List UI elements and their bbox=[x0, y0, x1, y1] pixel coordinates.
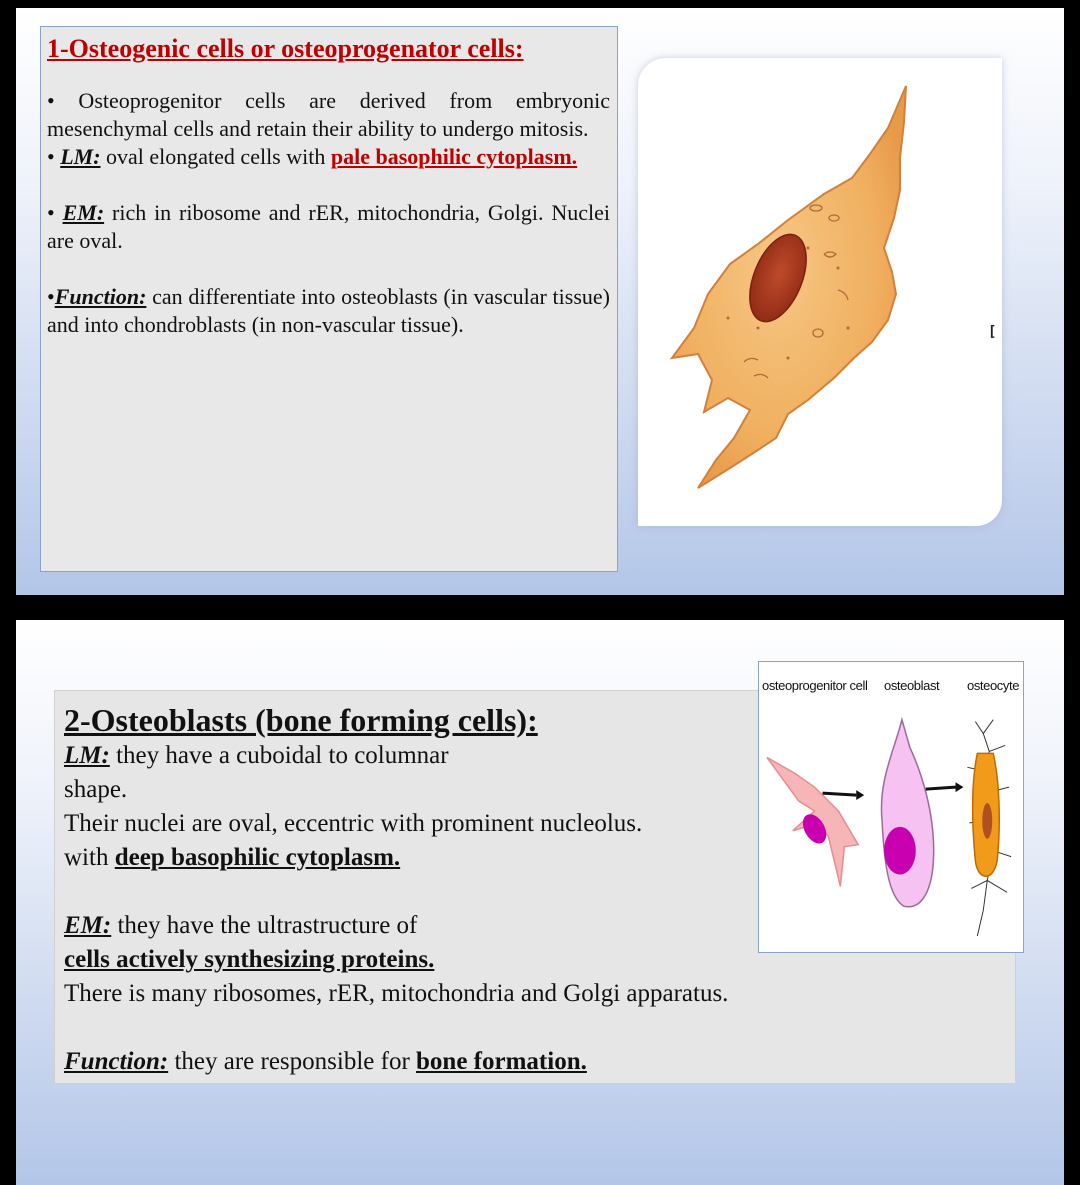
label-osteocyte: osteocyte bbox=[967, 678, 1020, 693]
paragraph-lm: • LM: oval elongated cells with pale basophilic cytoplasm. bbox=[47, 144, 578, 169]
label-osteoprogenitor: osteoprogenitor cell bbox=[762, 678, 868, 693]
text-box bbox=[40, 26, 618, 572]
paragraph-lm: LM: they have a cuboidal to columnar bbox=[64, 742, 449, 769]
osteoblast-shape bbox=[881, 720, 933, 907]
cell-differentiation-diagram bbox=[758, 661, 1024, 953]
label-osteoblast: osteoblast bbox=[884, 678, 940, 693]
side-mark: [ bbox=[988, 324, 997, 340]
em-bold-text: cells actively synthesizing proteins. bbox=[64, 946, 435, 973]
paragraph-function: •Function: can differentiate into osteoblasts (in vascular tissue) and into chondroblasts (in non-vascular tissue). bbox=[47, 284, 610, 337]
slide-heading: 2-Osteoblasts (bone forming cells): bbox=[64, 702, 538, 738]
osteoprogenitor-cell-illustration bbox=[638, 58, 1002, 526]
osteoprogenitor-cell-shape bbox=[767, 757, 858, 886]
paragraph-cytoplasm: with deep basophilic cytoplasm. bbox=[64, 844, 401, 871]
slide-osteoblasts bbox=[16, 620, 1064, 1185]
bone-formation-highlight: bone formation. bbox=[416, 1048, 587, 1075]
function-label: Function: bbox=[54, 284, 147, 309]
pale-basophilic-highlight: pale basophilic cytoplasm. bbox=[330, 144, 578, 169]
lm-label: LM: bbox=[60, 144, 101, 169]
osteoprogenitor-cell-image bbox=[638, 58, 1002, 526]
arrow-2 bbox=[926, 782, 964, 792]
differentiation-illustration bbox=[759, 662, 1023, 952]
paragraph-lm-shape: shape. bbox=[64, 776, 128, 803]
paragraph-nuclei: Their nuclei are oval, eccentric with prominent nucleolus. bbox=[64, 810, 643, 837]
paragraph-em-detail: There is many ribosomes, rER, mitochondria and Golgi apparatus. bbox=[64, 980, 729, 1007]
slide-heading: 1-Osteogenic cells or osteoprogenator cells: bbox=[47, 34, 524, 63]
osteocyte-shape bbox=[967, 720, 1011, 936]
paragraph-em: EM: they have the ultrastructure of bbox=[64, 912, 418, 939]
em-label: EM: bbox=[62, 200, 105, 225]
paragraph-function: Function: they are responsible for bone formation. bbox=[64, 1048, 587, 1075]
function-label: Function: bbox=[64, 1048, 169, 1075]
em-label: EM: bbox=[64, 912, 112, 939]
paragraph-origin: • Osteoprogenitor cells are derived from embryonic mesenchymal cells and retain their ability to undergo mitosis. bbox=[47, 88, 610, 141]
lm-label: LM: bbox=[64, 742, 110, 769]
deep-basophilic-highlight: deep basophilic cytoplasm. bbox=[114, 844, 401, 871]
paragraph-em: • EM: rich in ribosome and rER, mitochondria, Golgi. Nuclei are oval. bbox=[47, 200, 610, 253]
arrow-1 bbox=[823, 790, 865, 800]
slide-osteogenic-cells bbox=[16, 8, 1064, 595]
